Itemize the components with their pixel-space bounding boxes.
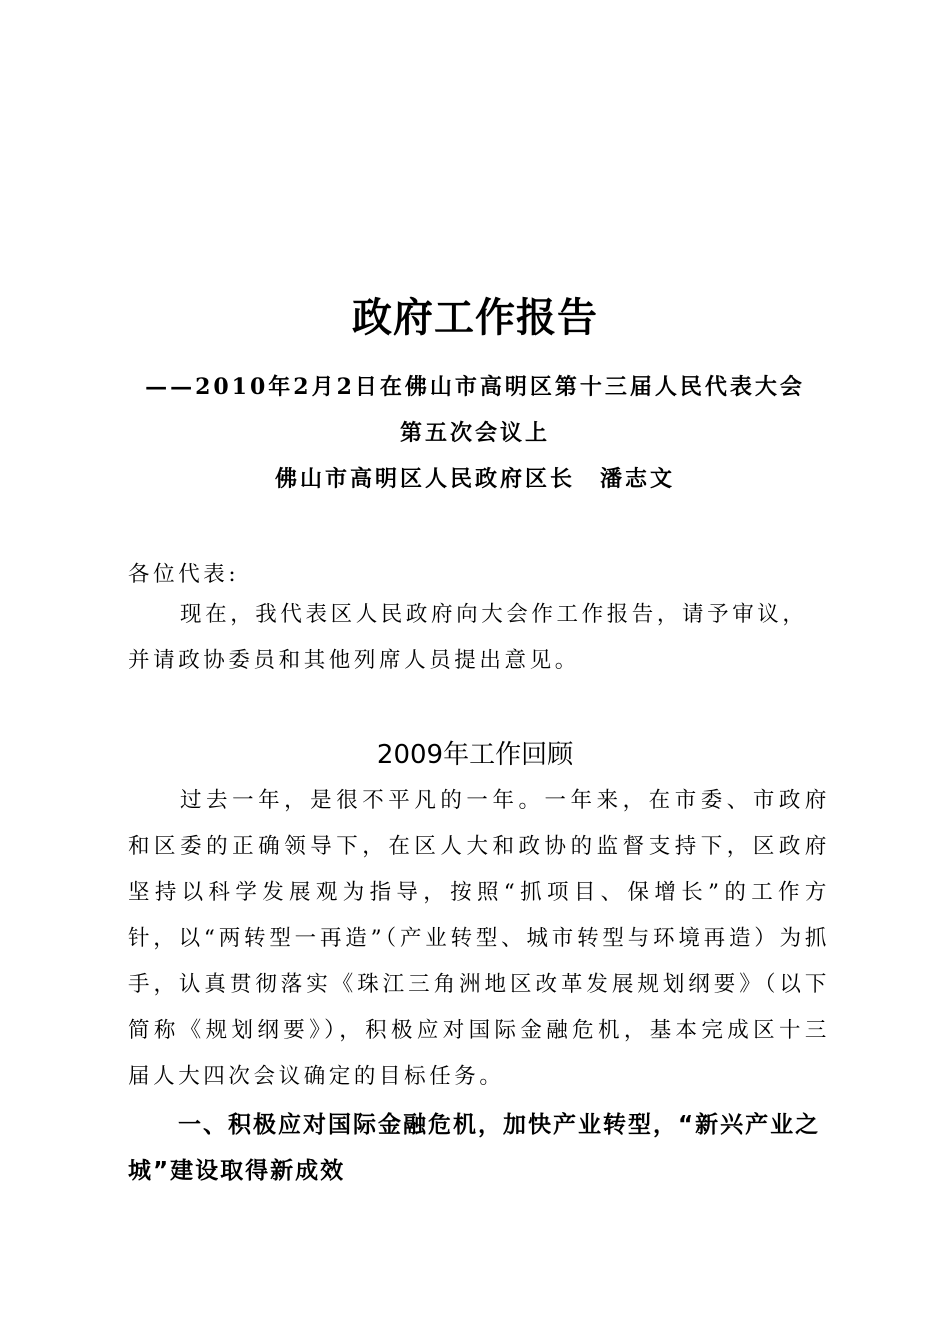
heading-one: 一、积极应对国际金融危机，加快产业转型，“新兴产业之城”建设取得新成效 bbox=[128, 1112, 821, 1184]
subtitle-occasion: ——2010年2月2日在佛山市高明区第十三届人民代表大会 bbox=[145, 374, 805, 400]
review-paragraph: 过去一年，是很不平凡的一年。一年来，在市委、市政府和区委的正确领导下，在区人大和政协的监督支持下，区政府坚持以科学发展观为指导，按照“抓项目、保增长”的工作方针，以“两转型一再造”（产业转型、城市转型与环境再造）为抓手，认真贯彻落实《珠江三角洲地区改革发展规划纲要》（以下简称《规划纲要》），积极应对国际金融危机，基本完成区十三届人大四次会议确定的目标任务。 bbox=[128, 788, 830, 1089]
section-title: 2009年工作回顾 bbox=[376, 740, 574, 770]
intro-paragraph: 现在，我代表区人民政府向大会作工作报告，请予审议，并请政协委员和其他列席人员提出意见。 bbox=[128, 602, 808, 673]
document-title: 政府工作报告 bbox=[352, 295, 598, 341]
subtitle-author: 佛山市高明区人民政府区长 潘志文 bbox=[274, 466, 675, 492]
subtitle-session: 第五次会议上 bbox=[399, 420, 550, 446]
salutation: 各位代表: bbox=[128, 562, 240, 587]
